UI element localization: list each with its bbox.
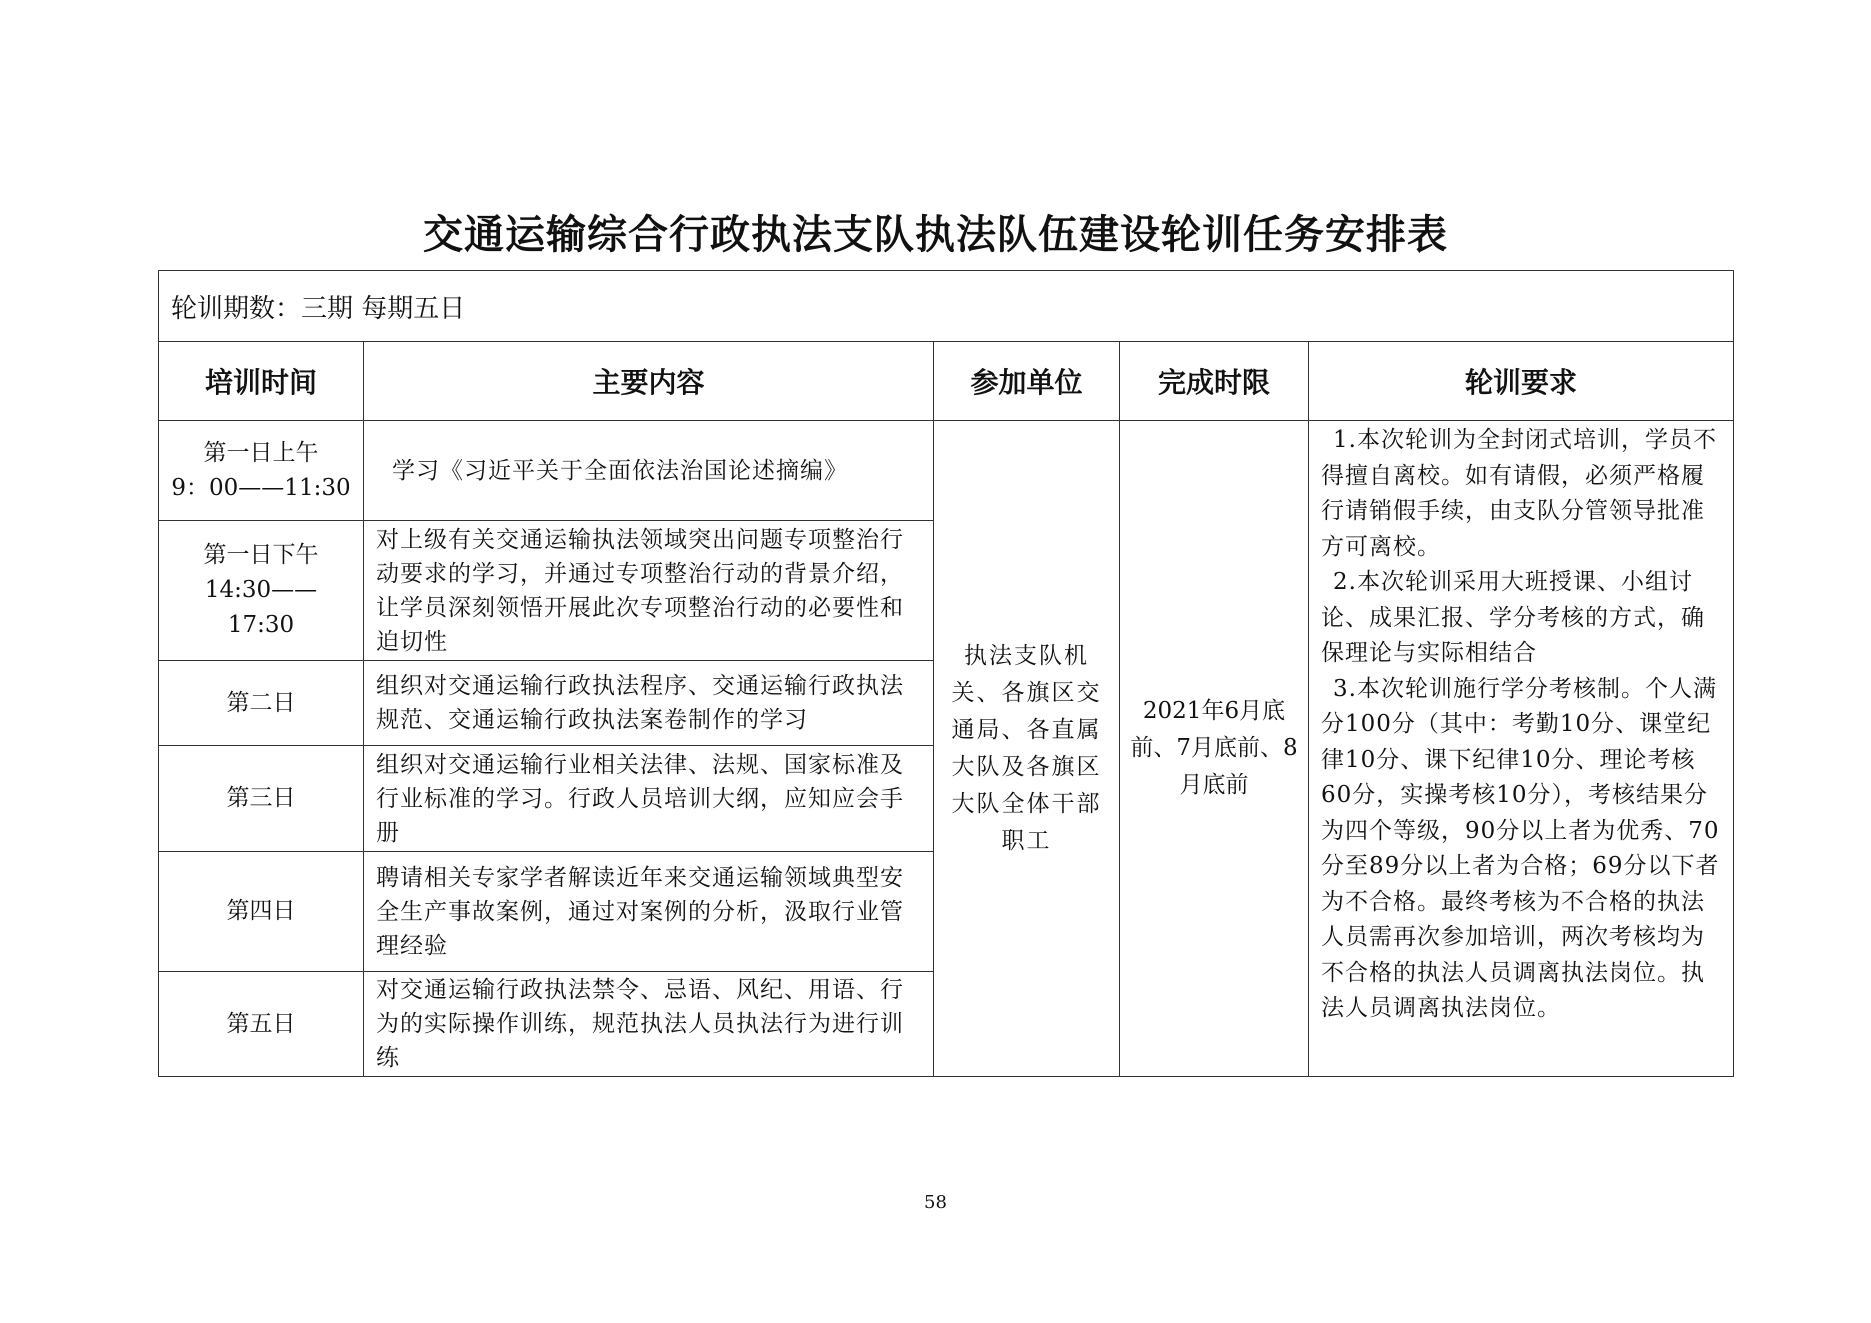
main-content: 组织对交通运输行政执法程序、交通运输行政执法规范、交通运输行政执法案卷制作的学习 xyxy=(364,661,934,746)
completion-deadline: 2021年6月底前、7月底前、8月底前 xyxy=(1120,421,1309,1077)
main-content: 对上级有关交通运输执法领域突出问题专项整治行动要求的学习，并通过专项整治行动的背景介绍，让学员深刻领悟开展此次专项整治行动的必要性和迫切性 xyxy=(364,521,934,661)
period-row xyxy=(159,271,1734,342)
header-deadline: 完成时限 xyxy=(1120,342,1309,421)
time-line: 第一日下午 xyxy=(203,542,319,568)
main-content: 聘请相关专家学者解读近年来交通运输领域典型安全生产事故案例，通过对案例的分析，汲取行业管理经验 xyxy=(364,852,934,972)
header-content: 主要内容 xyxy=(364,342,934,421)
table-row xyxy=(159,421,1734,521)
participating-units: 执法支队机关、各旗区交通局、各直属大队及各旗区大队全体干部职工 xyxy=(934,421,1120,1077)
training-time xyxy=(159,421,364,521)
time-line: 9：00——11:30 xyxy=(171,474,351,501)
main-content: 对交通运输行政执法禁令、忌语、风纪、用语、行为的实际操作训练，规范执法人员执法行为进行训练 xyxy=(364,972,934,1077)
requirement-item: 3.本次轮训施行学分考核制。个人满分100分（其中：考勤10分、课堂纪律10分、课下纪律10分、理论考核60分，实操考核10分），考核结果分为四个等级，90分以上者为优秀、70分至89分以上者为合格；69分以下者为不合格。最终考核为不合格的执法人员需再次参加培训，两次考核均为不合格的执法人员调离执法岗位。执法人员调离执法岗位。 xyxy=(1321,675,1720,1021)
header-unit: 参加单位 xyxy=(934,342,1120,421)
training-time xyxy=(159,521,364,661)
header-requirements: 轮训要求 xyxy=(1309,342,1734,421)
time-line: 第一日上午 xyxy=(203,439,319,466)
period-label: 轮训期数：三期 每期五日 xyxy=(159,271,1734,342)
time-line: 第五日 xyxy=(226,1010,296,1037)
time-line: 第三日 xyxy=(226,785,296,811)
training-requirements xyxy=(1309,421,1734,1077)
page-title: 交通运输综合行政执法支队执法队伍建设轮训任务安排表 xyxy=(423,212,1448,258)
main-content: 学习《习近平关于全面依法治国论述摘编》 xyxy=(364,421,934,521)
time-line: 第二日 xyxy=(226,689,296,716)
requirement-item: 1.本次轮训为全封闭式培训，学员不得擅自离校。如有请假，必须严格履行请销假手续，由支队分管领导批准方可离校。 xyxy=(1321,427,1717,560)
header-time: 培训时间 xyxy=(159,342,364,421)
time-line: 第四日 xyxy=(226,898,296,924)
time-line: 14:30—— xyxy=(204,577,318,603)
requirement-item: 2.本次轮训采用大班授课、小组讨论、成果汇报、学分考核的方式，确保理论与实际相结合 xyxy=(1321,569,1705,666)
training-schedule-table xyxy=(158,270,1734,1077)
time-line: 17:30 xyxy=(227,612,295,638)
training-time xyxy=(159,852,364,972)
main-content: 组织对交通运输行业相关法律、法规、国家标准及行业标准的学习。行政人员培训大纲，应知应会手册 xyxy=(364,746,934,852)
page-number: 58 xyxy=(924,1192,947,1213)
training-time xyxy=(159,746,364,852)
training-time xyxy=(159,661,364,746)
header-row xyxy=(159,342,1734,421)
training-time xyxy=(159,972,364,1077)
